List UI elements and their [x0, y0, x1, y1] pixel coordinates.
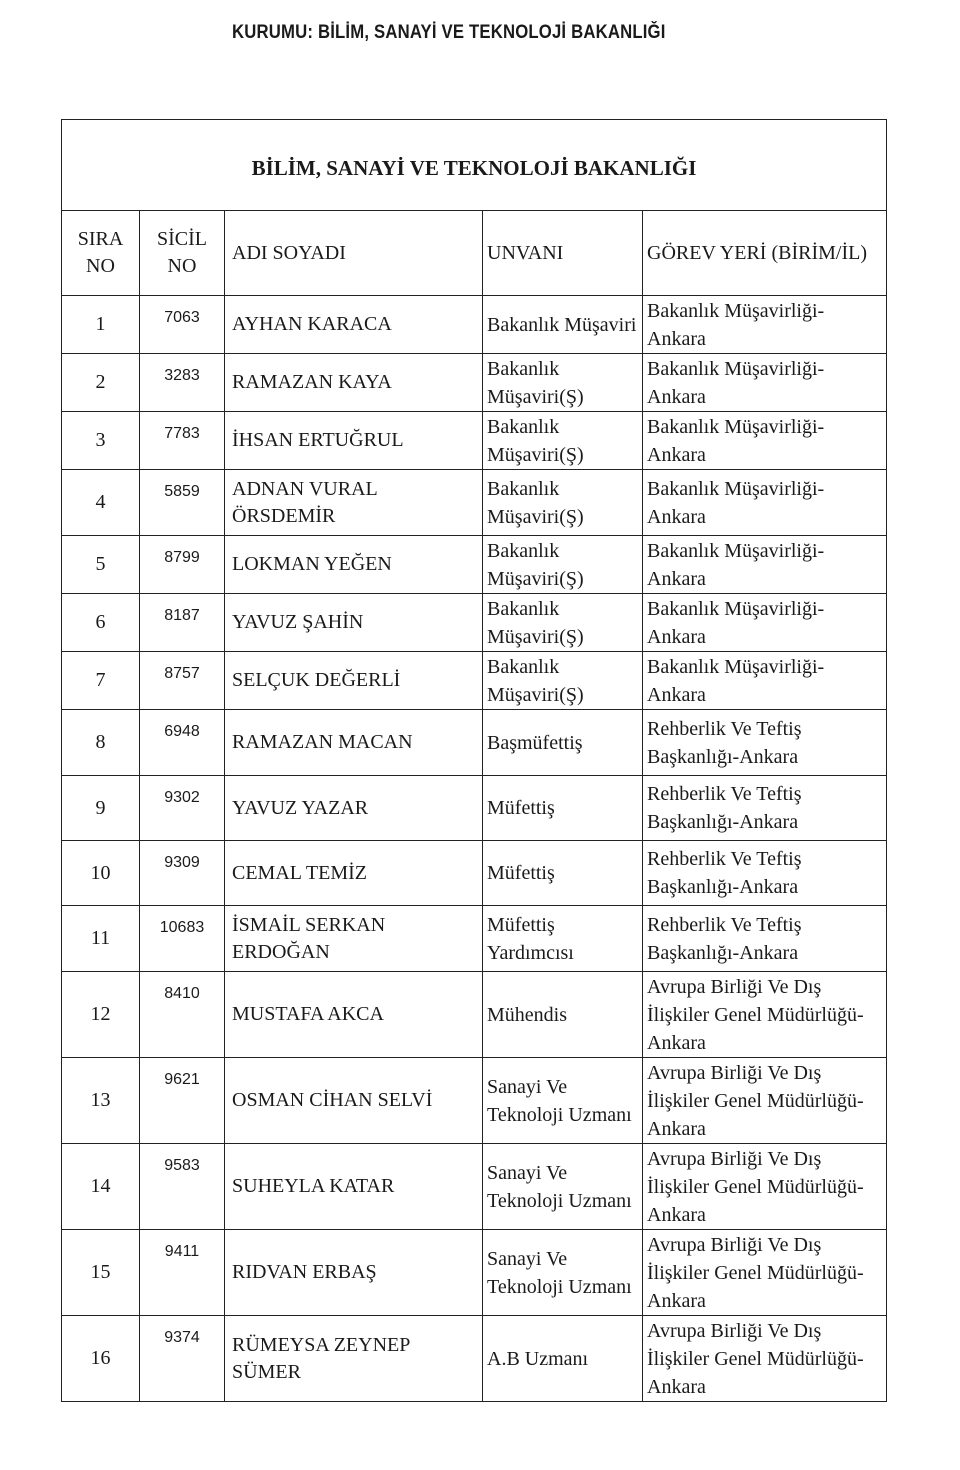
cell-sicil: 3283: [140, 354, 225, 412]
cell-unvan: Müfettiş: [483, 841, 643, 906]
cell-name: ADNAN VURAL ÖRSDEMİR: [225, 470, 483, 536]
cell-unvan: A.B Uzmanı: [483, 1316, 643, 1402]
cell-sira: 5: [62, 536, 140, 594]
table-row: [62, 1230, 887, 1316]
table-row: [62, 536, 887, 594]
cell-sicil: 9411: [140, 1230, 225, 1316]
table-row: [62, 354, 887, 412]
cell-sicil: 7783: [140, 412, 225, 470]
cell-name: LOKMAN YEĞEN: [225, 536, 483, 594]
cell-unvan: Sanayi Ve Teknoloji Uzmanı: [483, 1058, 643, 1144]
cell-unvan: Mühendis: [483, 972, 643, 1058]
cell-gorev: Bakanlık Müşavirliği-Ankara: [643, 536, 887, 594]
table-row: [62, 594, 887, 652]
table-row: [62, 1058, 887, 1144]
page-heading: KURUMU: BİLİM, SANAYİ VE TEKNOLOJİ BAKANLIĞI: [232, 22, 666, 43]
cell-sicil: 9374: [140, 1316, 225, 1402]
cell-sira: 7: [62, 652, 140, 710]
column-header-unvan: UNVANI: [483, 211, 643, 296]
cell-sicil: 7063: [140, 296, 225, 354]
column-header-sira: SIRA NO: [62, 211, 140, 296]
cell-sira: 6: [62, 594, 140, 652]
cell-unvan: Bakanlık Müşaviri(Ş): [483, 412, 643, 470]
table-row: [62, 296, 887, 354]
cell-sira: 9: [62, 776, 140, 841]
cell-gorev: Bakanlık Müşavirliği-Ankara: [643, 354, 887, 412]
cell-sira: 14: [62, 1144, 140, 1230]
table-row: [62, 841, 887, 906]
table-row: [62, 776, 887, 841]
cell-gorev: Avrupa Birliği Ve Dış İlişkiler Genel Müdürlüğü-Ankara: [643, 1230, 887, 1316]
table-title: BİLİM, SANAYİ VE TEKNOLOJİ BAKANLIĞI: [62, 120, 887, 211]
cell-gorev: Bakanlık Müşavirliği-Ankara: [643, 412, 887, 470]
cell-name: MUSTAFA AKCA: [225, 972, 483, 1058]
cell-gorev: Bakanlık Müşavirliği-Ankara: [643, 470, 887, 536]
table-row: [62, 1316, 887, 1402]
cell-unvan: Müfettiş Yardımcısı: [483, 906, 643, 972]
cell-gorev: Rehberlik Ve Teftiş Başkanlığı-Ankara: [643, 710, 887, 776]
cell-unvan: Bakanlık Müşaviri(Ş): [483, 354, 643, 412]
cell-unvan: Bakanlık Müşaviri(Ş): [483, 470, 643, 536]
cell-gorev: Avrupa Birliği Ve Dış İlişkiler Genel Müdürlüğü-Ankara: [643, 1058, 887, 1144]
cell-gorev: Rehberlik Ve Teftiş Başkanlığı-Ankara: [643, 841, 887, 906]
table-row: [62, 972, 887, 1058]
cell-sicil: 9302: [140, 776, 225, 841]
cell-name: SELÇUK DEĞERLİ: [225, 652, 483, 710]
column-header-name: ADI SOYADI: [225, 211, 483, 296]
cell-sira: 11: [62, 906, 140, 972]
table-row: [62, 710, 887, 776]
cell-name: İHSAN ERTUĞRUL: [225, 412, 483, 470]
staff-table: [61, 119, 887, 1402]
cell-name: İSMAİL SERKAN ERDOĞAN: [225, 906, 483, 972]
table-row: [62, 1144, 887, 1230]
cell-sira: 1: [62, 296, 140, 354]
cell-name: YAVUZ ŞAHİN: [225, 594, 483, 652]
cell-unvan: Sanayi Ve Teknoloji Uzmanı: [483, 1144, 643, 1230]
cell-sicil: 8757: [140, 652, 225, 710]
cell-sira: 10: [62, 841, 140, 906]
column-header-gorev: GÖREV YERİ (BİRİM/İL): [643, 211, 887, 296]
cell-sicil: 9621: [140, 1058, 225, 1144]
cell-name: RIDVAN ERBAŞ: [225, 1230, 483, 1316]
cell-unvan: Bakanlık Müşaviri(Ş): [483, 652, 643, 710]
cell-sicil: 8187: [140, 594, 225, 652]
cell-gorev: Rehberlik Ve Teftiş Başkanlığı-Ankara: [643, 776, 887, 841]
table-row: [62, 906, 887, 972]
cell-sira: 16: [62, 1316, 140, 1402]
cell-unvan: Sanayi Ve Teknoloji Uzmanı: [483, 1230, 643, 1316]
cell-sira: 3: [62, 412, 140, 470]
cell-gorev: Avrupa Birliği Ve Dış İlişkiler Genel Müdürlüğü-Ankara: [643, 972, 887, 1058]
cell-name: RÜMEYSA ZEYNEP SÜMER: [225, 1316, 483, 1402]
cell-name: RAMAZAN MACAN: [225, 710, 483, 776]
cell-sicil: 9583: [140, 1144, 225, 1230]
cell-name: AYHAN KARACA: [225, 296, 483, 354]
cell-gorev: Bakanlık Müşavirliği-Ankara: [643, 594, 887, 652]
cell-gorev: Bakanlık Müşavirliği-Ankara: [643, 296, 887, 354]
cell-sira: 2: [62, 354, 140, 412]
cell-unvan: Başmüfettiş: [483, 710, 643, 776]
cell-name: CEMAL TEMİZ: [225, 841, 483, 906]
cell-sira: 15: [62, 1230, 140, 1316]
header-row: [62, 211, 887, 296]
cell-sicil: 5859: [140, 470, 225, 536]
cell-sicil: 8410: [140, 972, 225, 1058]
cell-sicil: 10683: [140, 906, 225, 972]
cell-sicil: 9309: [140, 841, 225, 906]
cell-gorev: Avrupa Birliği Ve Dış İlişkiler Genel Müdürlüğü-Ankara: [643, 1144, 887, 1230]
cell-gorev: Avrupa Birliği Ve Dış İlişkiler Genel Müdürlüğü-Ankara: [643, 1316, 887, 1402]
cell-unvan: Bakanlık Müşaviri(Ş): [483, 536, 643, 594]
cell-name: YAVUZ YAZAR: [225, 776, 483, 841]
cell-name: RAMAZAN KAYA: [225, 354, 483, 412]
cell-unvan: Bakanlık Müşaviri(Ş): [483, 594, 643, 652]
table-row: [62, 412, 887, 470]
cell-sira: 12: [62, 972, 140, 1058]
cell-unvan: Bakanlık Müşaviri: [483, 296, 643, 354]
table-row: [62, 470, 887, 536]
cell-sicil: 6948: [140, 710, 225, 776]
column-header-sicil: SİCİL NO: [140, 211, 225, 296]
cell-sicil: 8799: [140, 536, 225, 594]
cell-name: OSMAN CİHAN SELVİ: [225, 1058, 483, 1144]
cell-sira: 13: [62, 1058, 140, 1144]
cell-sira: 8: [62, 710, 140, 776]
cell-name: SUHEYLA KATAR: [225, 1144, 483, 1230]
table-row: [62, 652, 887, 710]
cell-gorev: Bakanlık Müşavirliği-Ankara: [643, 652, 887, 710]
cell-sira: 4: [62, 470, 140, 536]
cell-gorev: Rehberlik Ve Teftiş Başkanlığı-Ankara: [643, 906, 887, 972]
cell-unvan: Müfettiş: [483, 776, 643, 841]
